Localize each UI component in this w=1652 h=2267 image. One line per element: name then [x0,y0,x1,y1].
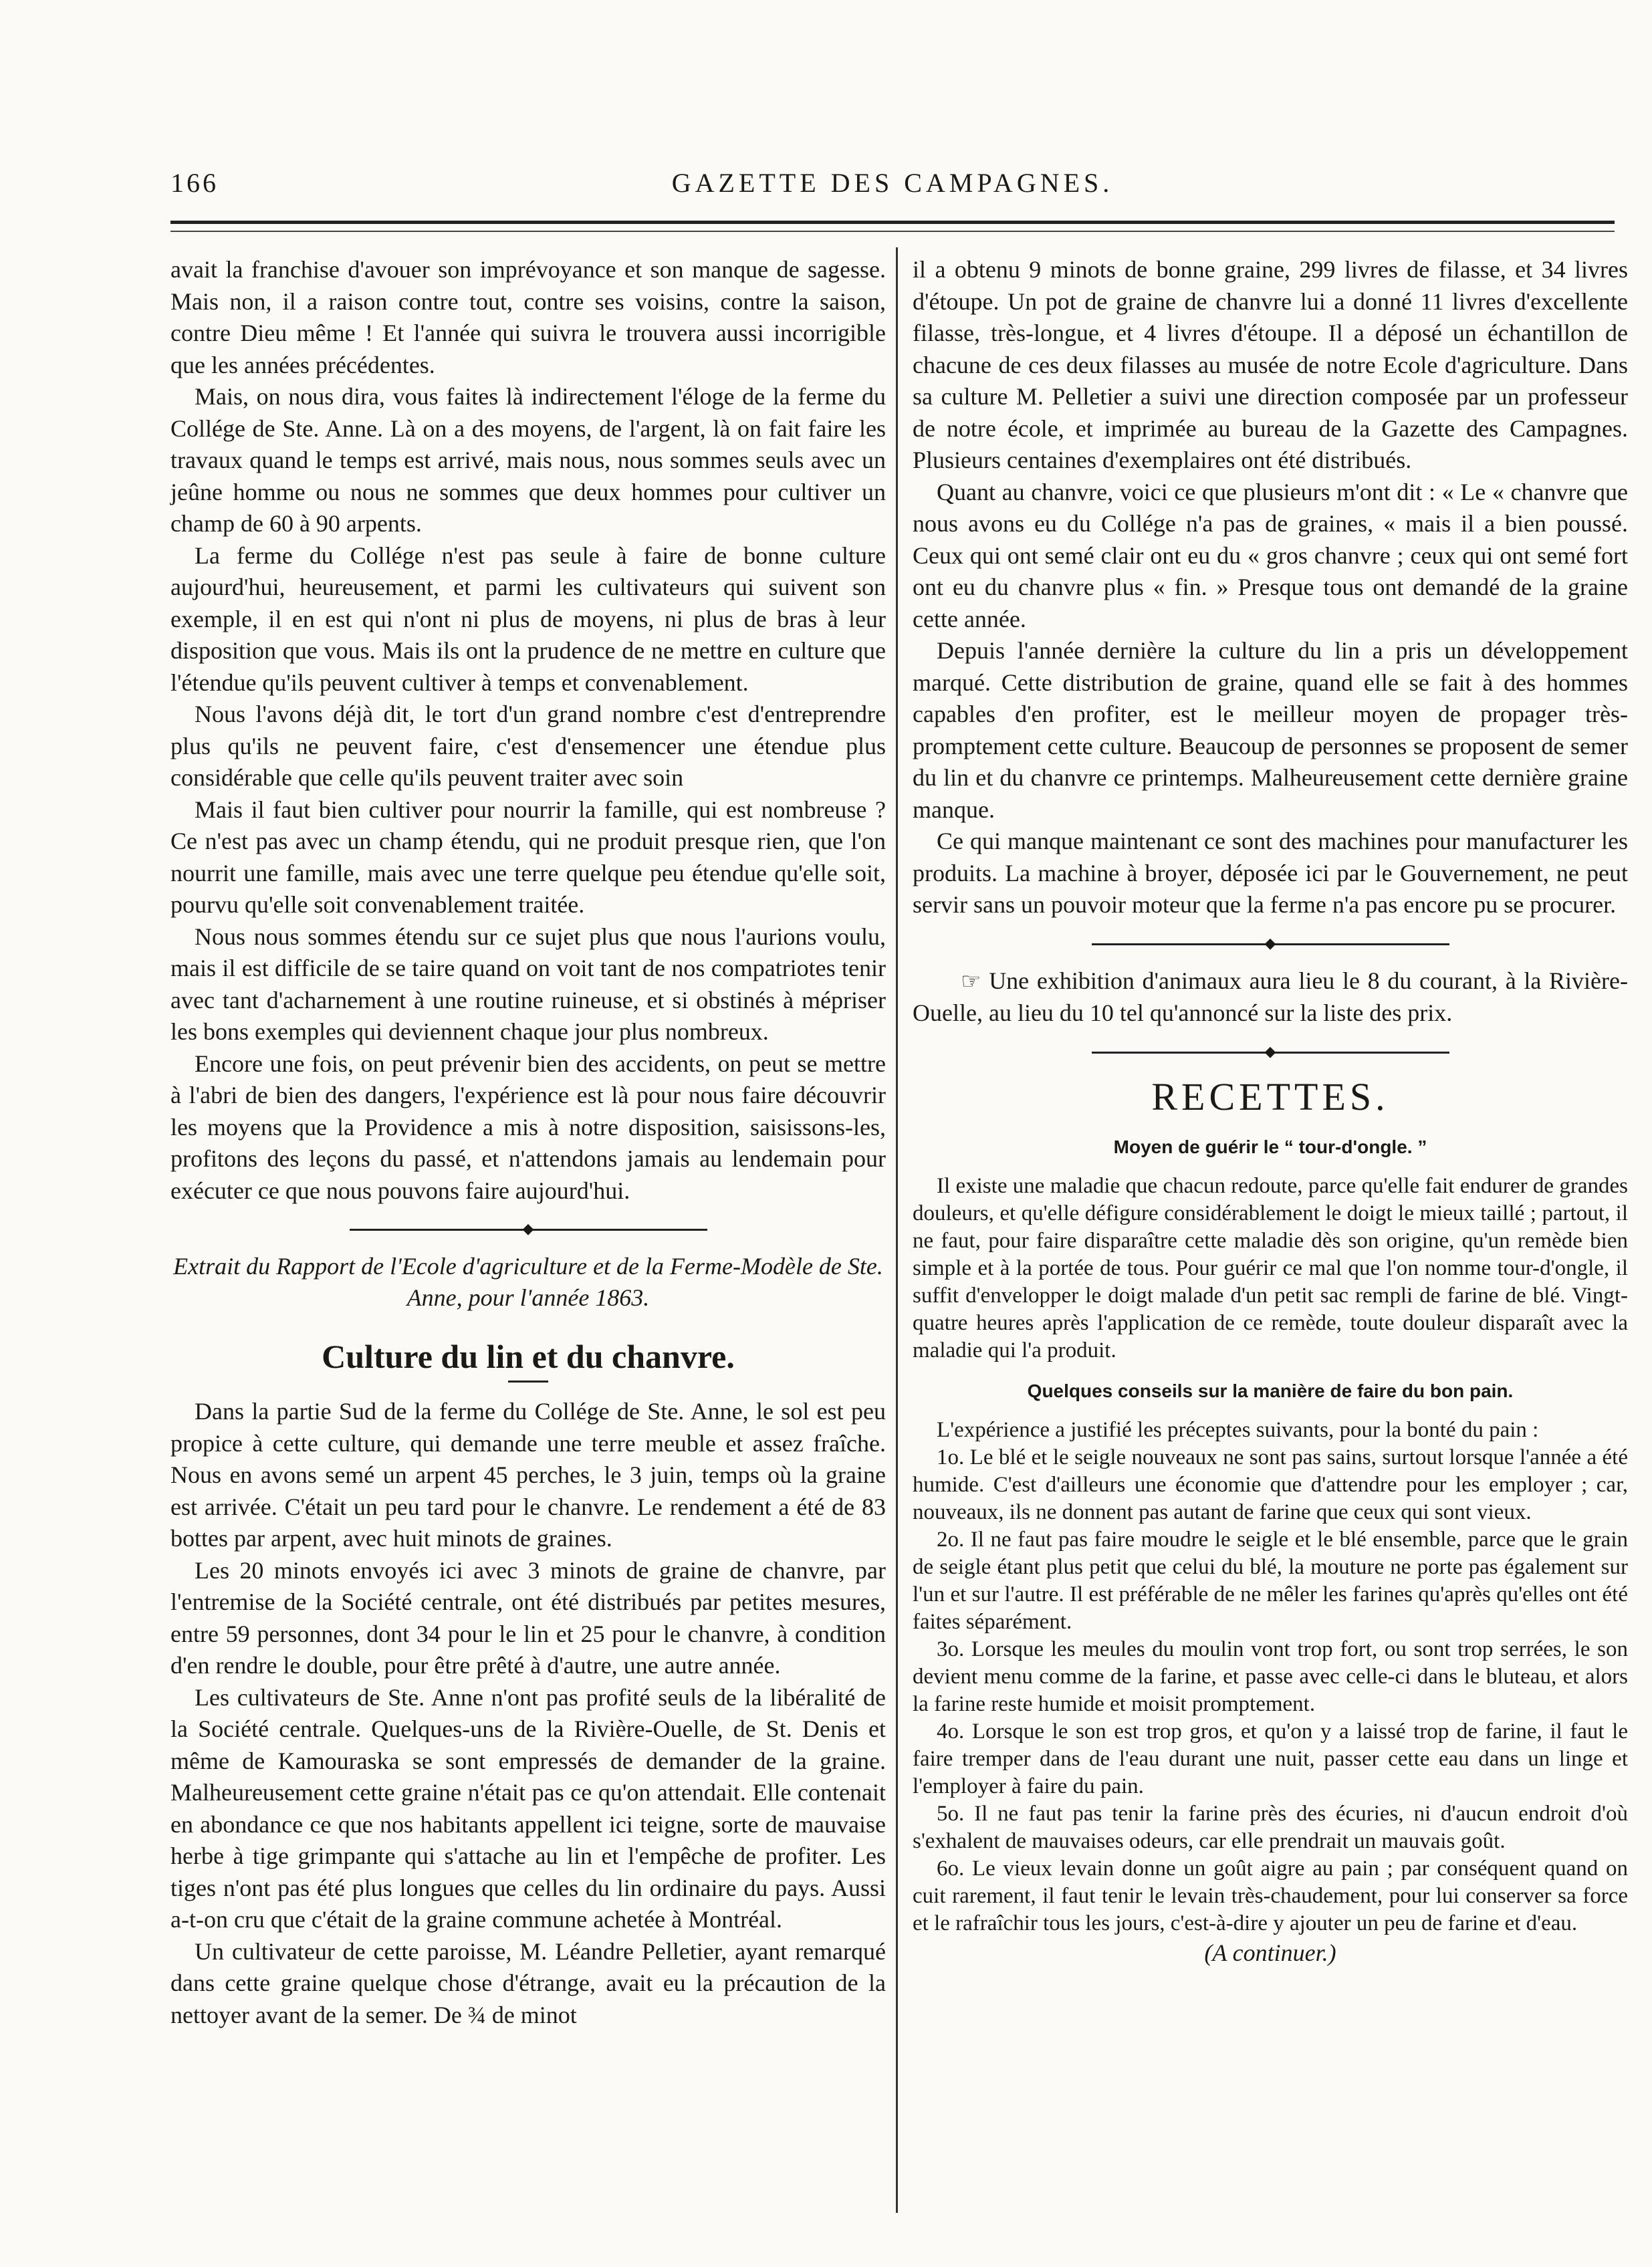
paragraph: Mais il faut bien cultiver pour nourrir la famille, qui est nombreuse ? Ce n'est pas avec un champ étendu, qui ne produit presque rien, que l'on nourrit une famille, mais avec une terre quelque peu étendue qu'elle soit, pourvu qu'elle soit convenablement traitée. [170,796,886,918]
paragraph: Un cultivateur de cette paroisse, M. Léandre Pelletier, ayant remarqué dans cette graine quelque chose d'étrange, avait eu la précaution de la nettoyer avant de la semer. De ¾ de minot [170,1937,886,2028]
recettes-heading: RECETTES. [1151,1074,1389,1118]
recipe-item: 6o. Le vieux levain donne un goût aigre au pain ; par conséquent quand on cuit rarement, il faut tenir le levain très-chaudement, pour lui conserver sa force et le rafraîchir tous les jours, c'est-à-dire y ajouter un peu de farine et d'eau. [913,1856,1628,1935]
exhibition-notice [913,965,1628,1030]
paragraph: avait la franchise d'avouer son imprévoyance et son manque de sagesse. Mais non, il a raison contre tout, contre ses voisins, contre la saison, contre Dieu même ! Et l'année qui suivra le trouvera aussi incorrigible que les années précédentes. [170,256,886,378]
paragraph: Depuis l'année dernière la culture du lin a pris un développement marqué. Cette distribution de graine, quand elle se fait à des hommes capables d'en profiter, est le meilleur moyen de propager très-promptement cette culture. Beaucoup de personnes se proposent de semer du lin et du chanvre ce printemps. Malheureusement cette dernière graine manque. [913,637,1628,823]
recipe-title: Moyen de guérir le “ tour-d'ongle. ” [1113,1136,1427,1157]
recipe-text: Il existe une maladie que chacun redoute, parce qu'elle fait endurer de grandes douleurs, et qu'elle défigure considérablement le doigt le mieux taillé ; partout, il ne faut, pour faire disparaître cette maladie dès son origine, qu'un remède bien simple et à la portée de tous. Pour guérir ce mal que l'on nomme tour-d'ongle, il suffit d'envelopper le doigt malade d'un petit sac rempli de farine de blé. Vingt-quatre heures après l'application de ce remède, toute douleur disparaît avec la maladie qui l'a produit. [913,1173,1628,1362]
notice-text: Une exhibition d'animaux aura lieu le 8 du courant, à la Rivière-Ouelle, au lieu du 10 tel qu'annoncé sur la liste des prix. [913,967,1628,1026]
right-column [913,254,1628,1969]
section-title: Culture du lin et du chanvre. [322,1338,735,1375]
paragraph: il a obtenu 9 minots de bonne graine, 299 livres de filasse, et 34 livres d'étoupe. Un pot de graine de chanvre lui a donné 11 livres d'excellente filasse, très-longue, et 4 livres d'étoupe. Il a déposé un échantillon de chacune de ces deux filasses au musée de notre Ecole d'agriculture. Dans sa culture M. Pelletier a suivi une direction composée par un professeur de notre école, et imprimée au bureau de la Gazette des Campagnes. Plusieurs centaines d'exemplaires ont été distribués. [913,256,1628,473]
paragraph: La ferme du Collége n'est pas seule à faire de bonne culture aujourd'hui, heureusement, et parmi les cultivateurs qui suivent son exemple, il en est qui n'ont ni plus de moyens, ni plus de bras à leur disposition que vous. Mais ils ont la prudence de ne mettre en culture que l'étendue qu'ils peuvent cultiver à temps et convenablement. [170,542,886,696]
paragraph: Nous nous sommes étendu sur ce sujet plus que nous l'aurions voulu, mais il est difficile de se taire quand on voit tant de nos compatriotes tenir avec tant d'acharnement à une routine ruineuse, et si obstinés à mépriser les bons exemples qui deviennent chaque jour plus nombreux. [170,923,886,1045]
section-separator [913,1042,1628,1062]
recipe-item: 1o. Le blé et le seigle nouveaux ne sont pas sains, surtout lorsque l'année a été humide. C'est d'ailleurs une économie que d'attendre pour les employer ; car, nouveaux, ils ne donnent pas autant de farine que ceux qui sont vieux. [913,1445,1628,1524]
to-be-continued: (A continuer.) [1204,1939,1336,1966]
page-number: 166 [170,168,219,198]
paragraph: Dans la partie Sud de la ferme du Collége de Ste. Anne, le sol est peu propice à cette culture, qui demande une terre meuble et assez fraîche. Nous en avons semé un arpent 45 perches, le 3 juin, temps où la graine est arrivée. C'était un peu tard pour le chanvre. Le rendement a été de 83 bottes par arpent, avec huit minots de graines. [170,1398,886,1552]
left-column [170,254,886,2031]
pointing-hand-icon: ☞ [961,969,981,994]
paragraph: Encore une fois, on peut prévenir bien des accidents, on peut se mettre à l'abri de bien des dangers, l'expérience est là pour nous faire découvrir les moyens que la Providence a mis à notre disposition, saisissons-les, profitons des leçons du passé, et n'attendons jamais au lendemain pour exécuter ce que nous pouvons faire aujourd'hui. [170,1050,886,1204]
paragraph: Quant au chanvre, voici ce que plusieurs m'ont dit : « Le « chanvre que nous avons eu du Collége n'a pas de graines, « mais il a bien poussé. Ceux qui ont semé clair ont eu du « gros chanvre ; ceux qui ont semé fort ont eu du chanvre plus « fin. » Presque tous ont demandé de la graine cette année. [913,478,1628,632]
paragraph: Ce qui manque maintenant ce sont des machines pour manufacturer les produits. La machine à broyer, déposée ici par le Gouvernement, ne peut servir sans un pouvoir moteur que la ferme n'a pas encore pu se procurer. [913,828,1628,918]
header-rule [170,221,1615,232]
report-excerpt-caption: Extrait du Rapport de l'Ecole d'agriculture et de la Ferme-Modèle de Ste. Anne, pour l'année 1863. [173,1253,883,1311]
paragraph: Mais, on nous dira, vous faites là indirectement l'éloge de la ferme du Collége de Ste. Anne. Là on a des moyens, de l'argent, là on fait faire les travaux quand le temps est arrivé, mais nous, nous sommes seuls avec un jeûne homme ou nous ne sommes que deux hommes pour cultiver un champ de 60 à 90 arpents. [170,383,886,537]
recipe-item: 5o. Il ne faut pas tenir la farine près des écuries, ni d'aucun endroit d'où s'exhalent de mauvaises odeurs, car elle prendrait un mauvais goût. [913,1801,1628,1853]
title-rule [508,1381,548,1383]
page-header [170,167,1615,207]
recipe-item: 2o. Il ne faut pas faire moudre le seigle et le blé ensemble, parce que le grain de seigle étant plus petit que celui du blé, la mouture ne porte pas également sur l'un et sur l'autre. Il est préférable de ne mêler les farines qu'après qu'elles ont été faites séparément. [913,1527,1628,1634]
recipe-item: 3o. Lorsque les meules du moulin vont trop fort, ou sont trop serrées, le son devient menu comme de la farine, et passe avec celle-ci dans le bluteau, et alors la farine reste humide et moisit promptement. [913,1637,1628,1716]
paragraph: Les cultivateurs de Ste. Anne n'ont pas profité seuls de la libéralité de la Société centrale. Quelques-uns de la Rivière-Ouelle, de St. Denis et même de Kamouraska se sont empressés de demander de la graine. Malheureusement cette graine n'était pas ce qu'on attendait. Elle contenait en abondance ce que nos habitants appellent ici teigne, sorte de mauvaise herbe à tige grimpante qui s'attache au lin et l'empêche de profiter. Les tiges n'ont pas été plus longues que celles du lin ordinaire du pays. Aussi a-t-on cru que c'était de la graine commune achetée à Montréal. [170,1683,886,1933]
recipe-intro: L'expérience a justifié les préceptes suivants, pour la bonté du pain : [937,1417,1539,1442]
newspaper-title: GAZETTE DES CAMPAGNES. [671,168,1114,198]
section-separator [170,1219,886,1239]
column-divider [896,247,898,2213]
paragraph: Les 20 minots envoyés ici avec 3 minots de graine de chanvre, par l'entremise de la Société centrale, ont été distribués par petites mesures, entre 59 personnes, dont 34 pour le lin et 25 pour le chanvre, à condition d'en rendre le double, pour être prêté à d'autre, une autre année. [170,1556,886,1679]
recipe-item: 4o. Lorsque le son est trop gros, et qu'on y a laissé trop de farine, il faut le faire tremper dans de l'eau durant une nuit, passer cette eau dans un linge et l'employer à faire du pain. [913,1719,1628,1798]
recipe-title: Quelques conseils sur la manière de faire du bon pain. [1027,1380,1514,1401]
paragraph: Nous l'avons déjà dit, le tort d'un grand nombre c'est d'entreprendre plus qu'ils ne peuvent faire, c'est d'ensemencer une étendue plus considérable que celle qu'ils peuvent traiter avec soin [170,701,886,791]
section-separator [913,933,1628,953]
